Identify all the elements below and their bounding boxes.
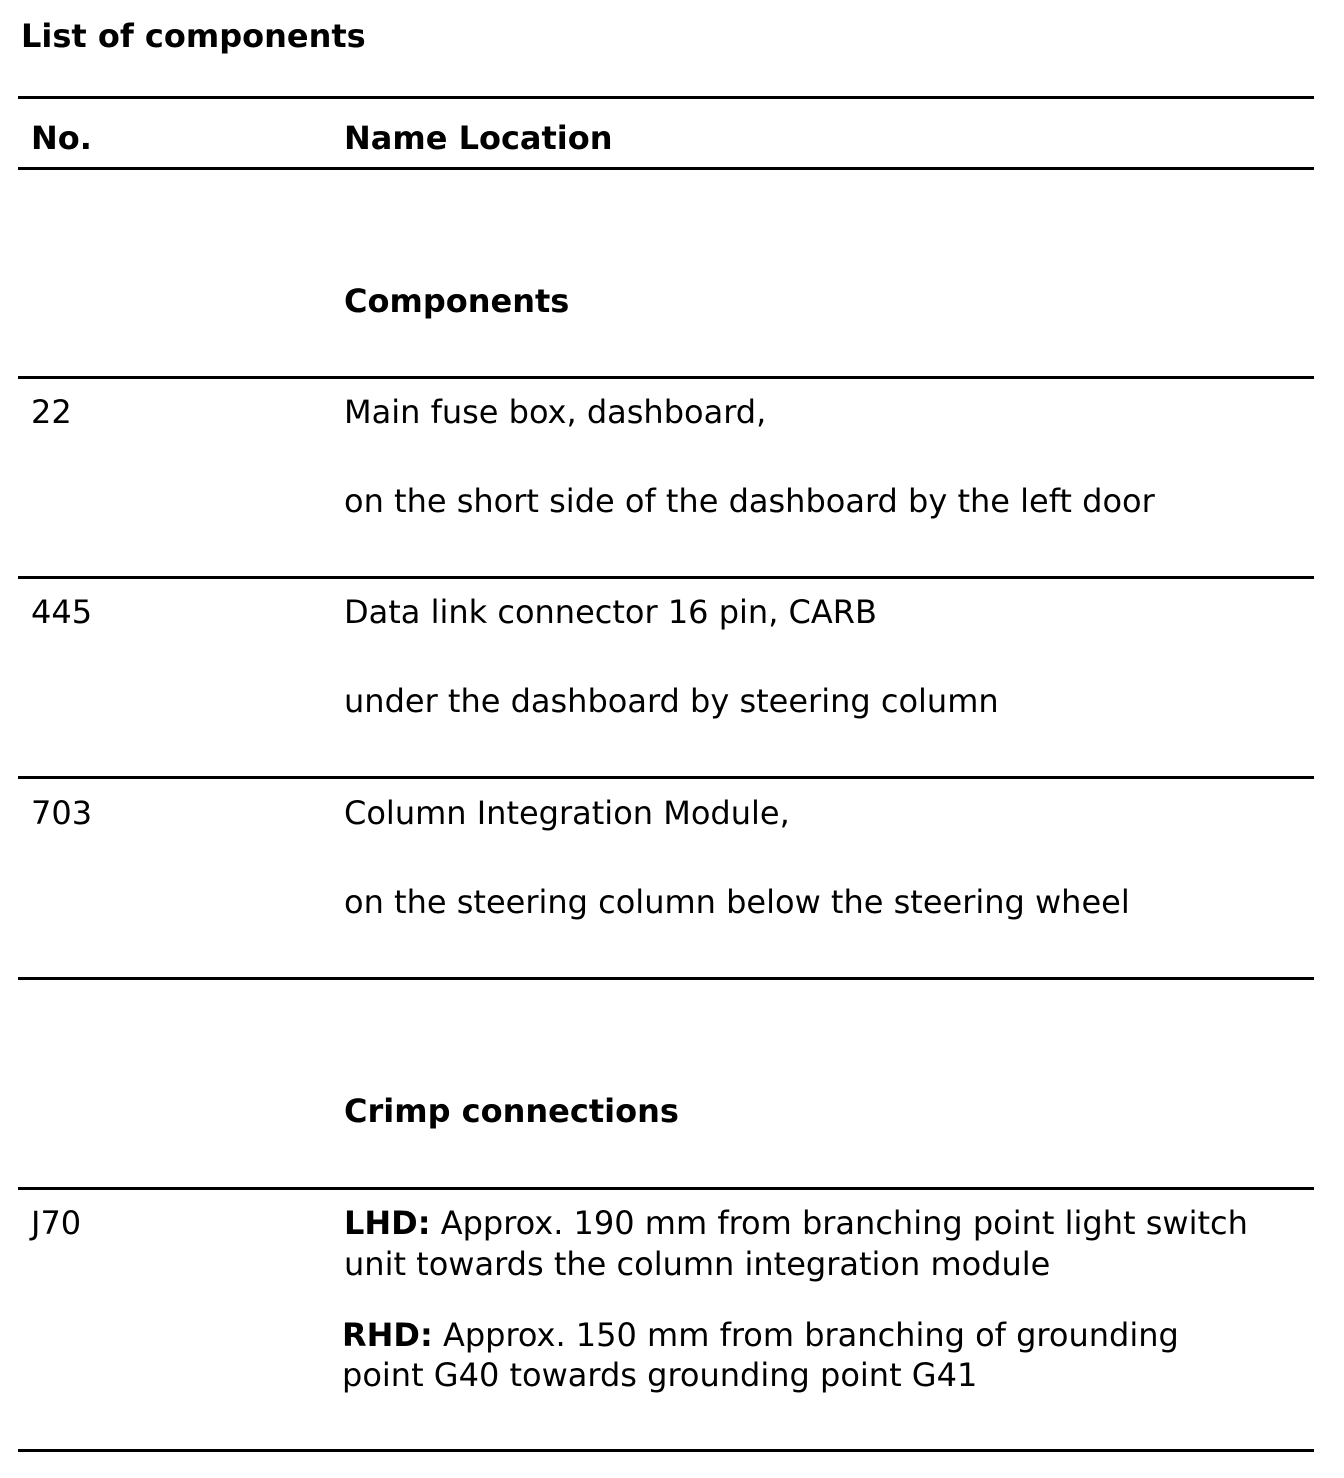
header-bottom-rule bbox=[18, 167, 1314, 170]
row-name: Column Integration Module, bbox=[344, 794, 790, 832]
rhd-note-line-1 bbox=[342, 1315, 1179, 1355]
lhd-text-1: Approx. 190 mm from branching point light switch bbox=[440, 1204, 1248, 1242]
rhd-text-1: Approx. 150 mm from branching of grounding bbox=[442, 1316, 1179, 1354]
lhd-label: LHD: bbox=[344, 1204, 431, 1242]
table-bottom-rule bbox=[18, 1449, 1314, 1452]
table-top-rule bbox=[18, 96, 1314, 99]
rhd-note-line-2: point G40 towards grounding point G41 bbox=[342, 1356, 978, 1394]
rhd-label: RHD: bbox=[342, 1316, 433, 1354]
row-location: on the short side of the dashboard by the left door bbox=[344, 482, 1155, 520]
row-no: J70 bbox=[31, 1204, 82, 1242]
header-no: No. bbox=[31, 119, 92, 157]
row-location: on the steering column below the steering wheel bbox=[344, 883, 1130, 921]
row-no: 445 bbox=[31, 593, 93, 631]
row-divider bbox=[18, 1187, 1314, 1190]
row-no: 703 bbox=[31, 794, 93, 832]
row-name: Data link connector 16 pin, CARB bbox=[344, 593, 877, 631]
header-name-location: Name Location bbox=[344, 119, 613, 157]
row-name: Main fuse box, dashboard, bbox=[344, 393, 767, 431]
row-divider bbox=[18, 977, 1314, 980]
lhd-note-line-2: unit towards the column integration module bbox=[344, 1245, 1051, 1283]
section-heading-crimp: Crimp connections bbox=[344, 1092, 679, 1130]
row-divider bbox=[18, 376, 1314, 379]
row-no: 22 bbox=[31, 393, 72, 431]
row-divider bbox=[18, 776, 1314, 779]
section-heading-components: Components bbox=[344, 282, 570, 320]
lhd-note-line-1 bbox=[344, 1203, 1248, 1243]
page-title: List of components bbox=[21, 17, 366, 55]
row-divider bbox=[18, 576, 1314, 579]
row-location: under the dashboard by steering column bbox=[344, 682, 999, 720]
